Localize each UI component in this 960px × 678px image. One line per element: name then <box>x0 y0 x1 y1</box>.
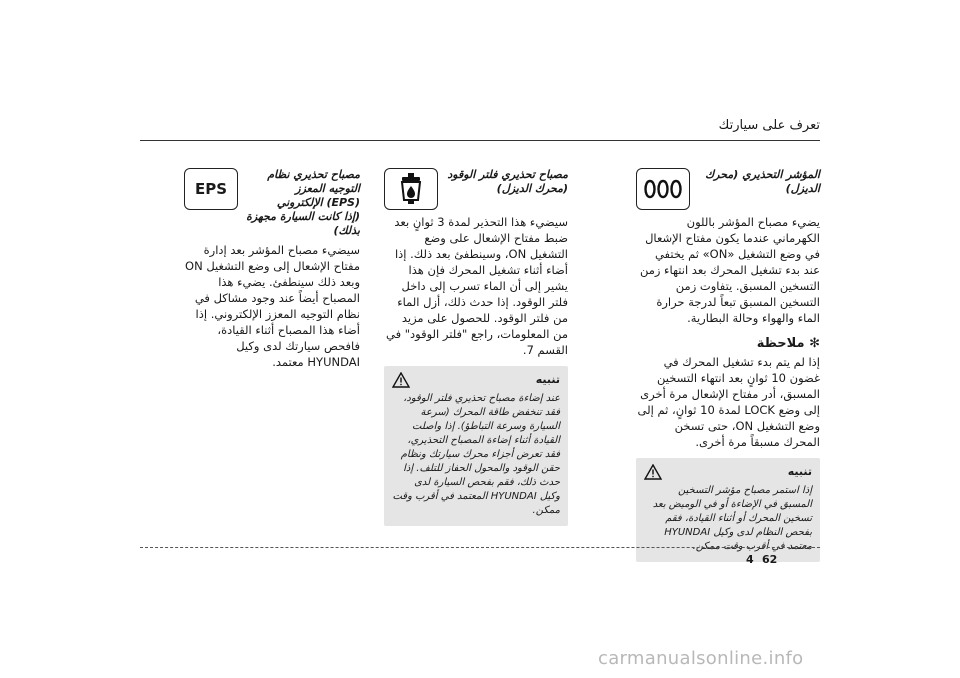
caution-body: إذا استمر مصباح مؤشر التسخين المسبق في الإضاءة أو في الوميض بعد تسخين المحرك أو أثناء القيادة، فقم بفحص النظام لدى وكيل HYUNDAI معتمد في أقرب وقت ممكن. <box>652 485 812 552</box>
fuel-filter-icon <box>384 168 438 210</box>
caution-box <box>384 366 568 526</box>
section-subtitle: (EPS) الإلكتروني <box>276 196 360 209</box>
section-title: مصباح تحذيري فلتر الوقود <box>447 168 568 181</box>
eps-icon-text: EPS <box>194 180 228 198</box>
warning-triangle-icon <box>644 464 662 480</box>
column-fuel-filter <box>384 168 568 526</box>
warning-triangle-icon <box>392 372 410 388</box>
note-title: ✻ ملاحظة <box>756 336 820 351</box>
column-glow-indicator <box>636 168 820 562</box>
caution-label: تنبيه <box>535 373 560 386</box>
column-eps <box>184 168 360 370</box>
section-subtitle: (محرك الديزل) <box>496 182 568 195</box>
page-number: 62 <box>762 553 778 566</box>
caution-body: عند إضاءة مصباح تحذيري فلتر الوقود، فقد تنخفض طاقة المحرك (سرعة السيارة وسرعة التباطؤ). إذا واصلت القيادة أثناء إضاءة المصباح التحذيري، فقد تعرض أجزاء محرك سيارتك ونظام حقن الوقود والمحول الحفاز للتلف. إذا حدث ذلك، فقم بفحص السيارة لدى وكيل HYUNDAI المعتمد في أقرب وقت ممكن. <box>392 393 560 516</box>
footer-divider <box>140 547 820 548</box>
section-body: يضيء مصباح المؤشر باللون الكهرماني عندما يكون مفتاح الإشعال في وضع التشغيل «ON» ثم يختفي عند بدء تشغيل المحرك بعد انتهاء زمن التسخين المسبق. يتفاوت زمن التسخين المسبق تبعاً لدرجة حرارة الماء والهواء وحالة البطارية. <box>639 215 820 325</box>
page-header-title: تعرف على سيارتك <box>718 118 820 133</box>
chapter-number: 4 <box>746 553 754 566</box>
header-divider <box>140 140 820 141</box>
note-body: إذا لم يتم بدء تشغيل المحرك في غضون 10 ثوانٍ بعد انتهاء التسخين المسبق، أدر مفتاح الإشعال مرة أخرى إلى وضع LOCK لمدة 10 ثوانٍ، ثم إلى وضع التشغيل ON، حتى تسخن المحرك مسبقاً مرة أخرى. <box>637 355 820 449</box>
watermark: carmanualsonline.info <box>598 648 804 669</box>
section-title: مصباح تحذيري نظام التوجيه المعزز <box>267 168 360 195</box>
caution-label: تنبيه <box>787 465 812 478</box>
section-title: المؤشر التحذيري (محرك الديزل) <box>705 168 820 195</box>
section-subtitle-2: (إذا كانت السيارة مجهزة بذلك) <box>246 210 360 237</box>
section-body: سيضيء هذا التحذير لمدة 3 ثوانٍ بعد ضبط مفتاح الإشعال على وضع التشغيل ON، وسينطفئ بعد ذلك. إذا أضاء أثناء تشغيل المحرك فإن هذا يشير إلى أن الماء تسرب إلى داخل فلتر الوقود. إذا حدث ذلك، أزل الماء من فلتر الوقود. للحصول على مزيد من المعلومات، راجع "فلتر الوقود" في القسم 7. <box>386 215 568 357</box>
glow-plug-icon <box>636 168 690 210</box>
section-body: سيضيء مصباح المؤشر بعد إدارة مفتاح الإشعال إلى وضع التشغيل ON وبعد ذلك سينطفئ. يضيء هذا المصباح أيضاً عند وجود مشاكل في نظام التوجيه المعزز الإلكتروني. إذا أضاء هذا المصباح أثناء القيادة، فافحص سيارتك لدى وكيل HYUNDAI معتمد. <box>185 243 360 369</box>
eps-icon <box>184 168 238 210</box>
